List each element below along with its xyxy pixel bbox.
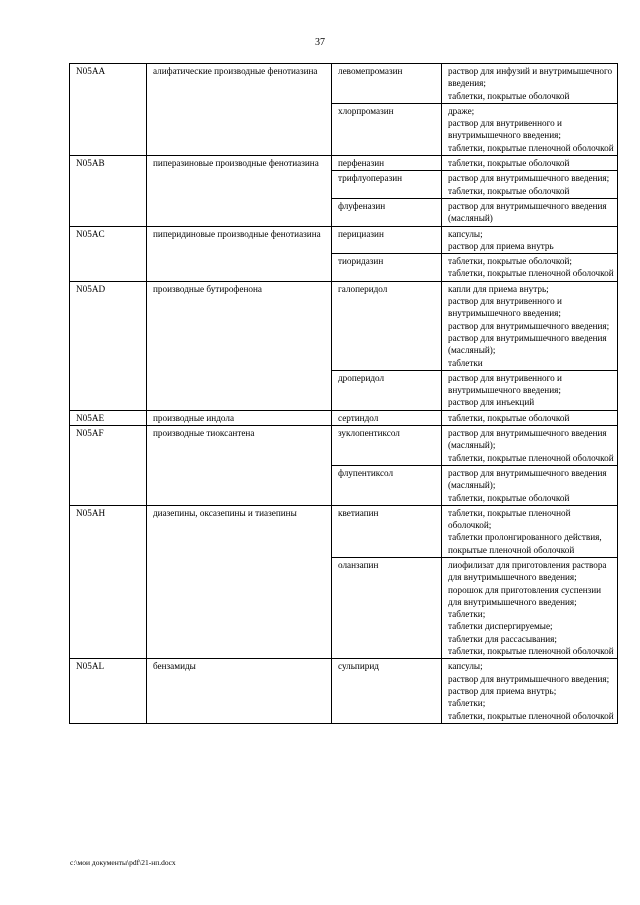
page-number: 37 [315,37,325,48]
dosage-forms-cell [442,659,618,723]
dosage-forms-cell [442,465,618,505]
table-row [70,281,618,370]
dosage-forms-cell [442,281,618,370]
dosage-form: раствор для внутримышечного введения; [448,320,610,331]
drug-name-cell: сульпирид [332,659,442,723]
atc-code-cell: N05AD [70,281,147,410]
group-name-cell: пиперазиновые производные фенотиазина [147,156,332,226]
dosage-form: раствор для инъекций [448,397,535,408]
table-row [70,156,618,171]
drug-name-cell: трифлуоперазин [332,171,442,199]
footer-file-path: c:\мои документы\pdf\21-нп.docx [70,858,176,867]
dosage-form: раствор для внутримышечного введения; [448,673,610,684]
table-row [70,426,618,466]
dosage-form: лиофилизат для приготовления раствора для внутримышечного введения; [448,559,607,583]
drug-name-cell: перициазин [332,226,442,254]
dosage-forms-cell [442,226,618,254]
table-body [70,64,618,724]
drug-name-cell: левомепромазин [332,64,442,104]
dosage-forms-cell [442,64,618,104]
drug-name-cell: хлорпромазин [332,103,442,155]
table-row [70,64,618,104]
group-name-cell: производные тиоксантена [147,426,332,506]
table-row [70,410,618,425]
dosage-form: таблетки, покрытые оболочкой [448,492,570,503]
dosage-form: таблетки диспергируемые; [448,621,553,632]
dosage-form: порошок для приготовления суспензии для внутримышечного введения; [448,584,602,607]
drug-name-cell: флупентиксол [332,465,442,505]
dosage-form: таблетки, покрытые пленочной оболочкой; [448,507,571,531]
dosage-form: раствор для инфузий и внутримышечного введения; [448,66,613,89]
dosage-form: раствор для внутривенного и внутримышечного введения; [448,118,562,141]
atc-code-cell: N05AB [70,156,147,226]
group-name-cell: производные индола [147,410,332,425]
atc-code-cell: N05AC [70,226,147,281]
dosage-form: капсулы; [448,661,483,672]
dosage-forms-cell [442,410,618,425]
dosage-form: таблетки для рассасывания; [448,633,557,644]
dosage-form: таблетки, покрытые пленочной оболочкой [448,142,614,153]
dosage-form: таблетки, покрытые оболочкой [448,412,570,423]
dosage-form: таблетки, покрытые оболочкой [448,185,570,196]
dosage-form: раствор для внутримышечного введения (масляный); [448,467,607,491]
drug-name-cell: зуклопентиксол [332,426,442,466]
dosage-forms-cell [442,426,618,466]
dosage-form: раствор для внутривенного и внутримышечного введения; [448,296,562,319]
drug-name-cell: сертиндол [332,410,442,425]
drug-table [69,63,618,724]
dosage-form: раствор для внутримышечного введения (масляный); [448,332,607,356]
dosage-forms-cell [442,254,618,282]
dosage-form: таблетки пролонгированного действия, покрытые пленочной оболочкой [448,532,602,555]
dosage-form: таблетки, покрытые оболочкой [448,90,570,101]
atc-code-cell: N05AA [70,64,147,156]
atc-code-cell: N05AL [70,659,147,723]
dosage-form: раствор для внутривенного и внутримышечного введения; [448,372,562,396]
dosage-form: таблетки; [448,698,486,709]
group-name-cell: пиперидиновые производные фенотиазина [147,226,332,281]
table-row [70,505,618,557]
dosage-form: таблетки, покрытые оболочкой [448,158,570,169]
group-name-cell: бензамиды [147,659,332,723]
dosage-form: раствор для приема внутрь; [448,685,557,696]
dosage-form: таблетки, покрытые пленочной оболочкой [448,452,614,463]
group-name-cell: алифатические производные фенотиазина [147,64,332,156]
dosage-form: таблетки, покрытые оболочкой; [448,256,572,267]
dosage-form: таблетки, покрытые пленочной оболочкой [448,710,614,721]
dosage-forms-cell [442,198,618,226]
atc-code-cell: N05AE [70,410,147,425]
dosage-form: таблетки [448,357,483,368]
atc-code-cell: N05AH [70,505,147,659]
dosage-forms-cell [442,156,618,171]
dosage-form: капли для приема внутрь; [448,283,549,294]
drug-name-cell: тиоридазин [332,254,442,282]
dosage-forms-cell [442,557,618,658]
dosage-form: раствор для внутримышечного введения; [448,173,610,184]
dosage-forms-cell [442,370,618,410]
dosage-form: таблетки, покрытые пленочной оболочкой [448,646,614,657]
dosage-form: таблетки, покрытые пленочной оболочкой [448,268,614,279]
drug-name-cell: флуфеназин [332,198,442,226]
dosage-form: раствор для приема внутрь [448,240,554,251]
dosage-forms-cell [442,505,618,557]
drug-name-cell: галоперидол [332,281,442,370]
dosage-forms-cell [442,103,618,155]
dosage-form: капсулы; [448,228,483,239]
drug-name-cell: дроперидол [332,370,442,410]
dosage-form: раствор для внутримышечного введения (масляный) [448,200,607,224]
table-row [70,659,618,723]
dosage-form: таблетки; [448,609,486,620]
group-name-cell: производные бутирофенона [147,281,332,410]
dosage-form: раствор для внутримышечного введения (масляный); [448,428,607,451]
drug-name-cell: оланзапин [332,557,442,658]
table-row [70,226,618,254]
atc-code-cell: N05AF [70,426,147,506]
dosage-form: драже; [448,105,475,116]
group-name-cell: диазепины, оксазепины и тиазепины [147,505,332,659]
drug-name-cell: перфеназин [332,156,442,171]
drug-name-cell: кветиапин [332,505,442,557]
dosage-forms-cell [442,171,618,199]
